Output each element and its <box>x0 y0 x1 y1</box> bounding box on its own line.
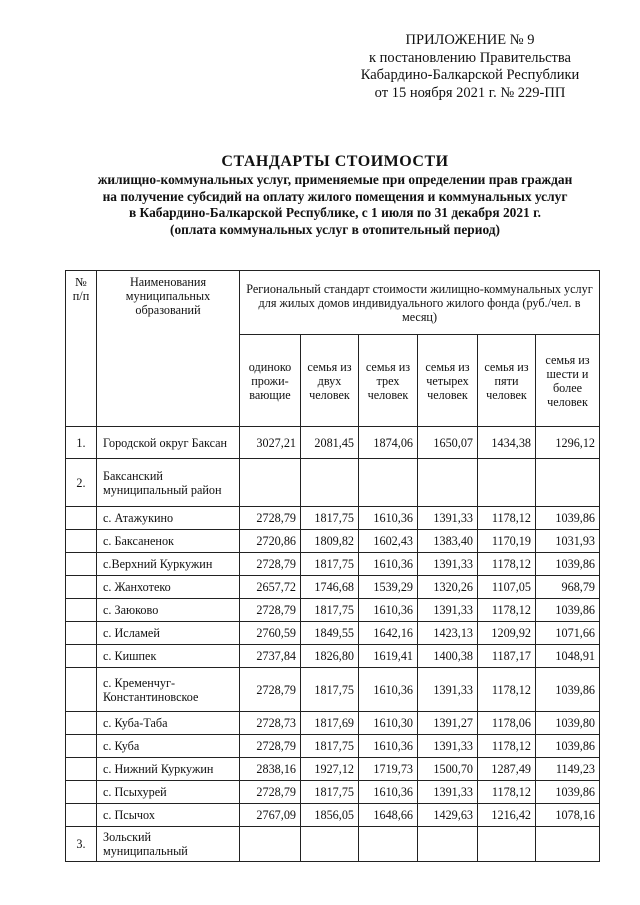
subheader-single: одиноко прожи-вающие <box>240 335 301 427</box>
row-number: 1. <box>66 427 97 459</box>
row-value-cell: 1039,86 <box>536 668 600 712</box>
table-body <box>66 427 600 862</box>
row-value-cell: 1178,12 <box>478 553 536 576</box>
col-header-municipality: Наименования муниципальных образований <box>97 271 240 427</box>
row-value-cell <box>301 827 359 862</box>
row-value-cell: 1039,86 <box>536 599 600 622</box>
table-row <box>66 507 600 530</box>
row-value-cell: 1178,12 <box>478 735 536 758</box>
table-row <box>66 804 600 827</box>
row-value-cell: 1187,17 <box>478 645 536 668</box>
row-municipality-name: с. Нижний Куркужин <box>97 758 240 781</box>
row-value-cell: 1619,41 <box>359 645 418 668</box>
row-value-cell: 1149,23 <box>536 758 600 781</box>
row-value-cell <box>478 459 536 507</box>
row-value-cell: 2657,72 <box>240 576 301 599</box>
row-value-cell: 1817,75 <box>301 781 359 804</box>
col-header-number: № п/п <box>66 271 97 427</box>
row-value-cell: 1400,38 <box>418 645 478 668</box>
row-value-cell: 1610,36 <box>359 553 418 576</box>
row-number <box>66 804 97 827</box>
row-number: 3. <box>66 827 97 862</box>
row-number <box>66 576 97 599</box>
row-number <box>66 758 97 781</box>
row-municipality-name: с. Заюково <box>97 599 240 622</box>
row-municipality-name: с. Куба <box>97 735 240 758</box>
table-row <box>66 668 600 712</box>
row-value-cell: 1826,80 <box>301 645 359 668</box>
row-value-cell: 2728,79 <box>240 507 301 530</box>
row-value-cell: 2728,79 <box>240 553 301 576</box>
row-municipality-name: с. Жанхотеко <box>97 576 240 599</box>
row-value-cell: 1178,12 <box>478 599 536 622</box>
row-value-cell: 2728,79 <box>240 735 301 758</box>
row-value-cell <box>478 827 536 862</box>
row-municipality-name: с. Кишпек <box>97 645 240 668</box>
row-value-cell: 1809,82 <box>301 530 359 553</box>
row-value-cell: 1610,36 <box>359 507 418 530</box>
row-value-cell: 1170,19 <box>478 530 536 553</box>
row-value-cell: 1423,13 <box>418 622 478 645</box>
row-value-cell: 1178,12 <box>478 668 536 712</box>
row-value-cell: 1650,07 <box>418 427 478 459</box>
row-value-cell: 968,79 <box>536 576 600 599</box>
row-value-cell: 1610,36 <box>359 668 418 712</box>
row-value-cell <box>359 827 418 862</box>
row-value-cell: 1071,66 <box>536 622 600 645</box>
standards-table <box>65 270 600 862</box>
row-value-cell: 1927,12 <box>301 758 359 781</box>
row-value-cell: 1107,05 <box>478 576 536 599</box>
table-row <box>66 459 600 507</box>
document-subtitle-line-2: на получение субсидий на оплату жилого помещения и коммунальных услуг <box>102 188 568 204</box>
document-subtitle-line-4: (оплата коммунальных услуг в отопительный период) <box>170 221 500 237</box>
row-value-cell: 1383,40 <box>418 530 478 553</box>
row-municipality-name: с. Псычох <box>97 804 240 827</box>
row-value-cell <box>418 827 478 862</box>
row-value-cell: 1500,70 <box>418 758 478 781</box>
row-municipality-name: Зольский муниципальный <box>97 827 240 862</box>
document-subtitle-line-3: в Кабардино-Балкарской Республике, с 1 июля по 31 декабря 2021 г. <box>128 205 542 220</box>
row-municipality-name: с. Куба-Таба <box>97 712 240 735</box>
row-value-cell: 1039,80 <box>536 712 600 735</box>
document-subtitle-line-1: жилищно-коммунальных услуг, применяемые при определении прав граждан <box>97 172 573 187</box>
row-municipality-name: с. Псыхурей <box>97 781 240 804</box>
row-value-cell: 1610,30 <box>359 712 418 735</box>
row-value-cell: 1178,06 <box>478 712 536 735</box>
row-value-cell: 1817,75 <box>301 599 359 622</box>
table-row <box>66 622 600 645</box>
row-value-cell: 2728,79 <box>240 599 301 622</box>
row-value-cell: 1178,12 <box>478 781 536 804</box>
table-row <box>66 712 600 735</box>
row-value-cell: 1039,86 <box>536 735 600 758</box>
row-value-cell: 1642,16 <box>359 622 418 645</box>
row-value-cell: 1078,16 <box>536 804 600 827</box>
row-value-cell: 2838,16 <box>240 758 301 781</box>
row-value-cell: 1296,12 <box>536 427 600 459</box>
row-municipality-name: с. Атажукино <box>97 507 240 530</box>
row-value-cell: 1746,68 <box>301 576 359 599</box>
row-value-cell: 1434,38 <box>478 427 536 459</box>
row-number <box>66 622 97 645</box>
row-value-cell: 1817,75 <box>301 507 359 530</box>
row-value-cell: 1610,36 <box>359 599 418 622</box>
row-value-cell: 1039,86 <box>536 781 600 804</box>
row-value-cell: 1391,33 <box>418 507 478 530</box>
row-value-cell: 1031,93 <box>536 530 600 553</box>
row-value-cell: 1719,73 <box>359 758 418 781</box>
row-value-cell: 1391,33 <box>418 599 478 622</box>
row-value-cell: 1602,43 <box>359 530 418 553</box>
table-row <box>66 735 600 758</box>
row-value-cell: 1817,69 <box>301 712 359 735</box>
subheader-family-3: семья из трех человек <box>359 335 418 427</box>
row-value-cell <box>536 827 600 862</box>
subheader-family-2: семья из двух человек <box>301 335 359 427</box>
row-value-cell: 1610,36 <box>359 781 418 804</box>
row-value-cell <box>359 459 418 507</box>
table-row <box>66 576 600 599</box>
row-value-cell: 1391,33 <box>418 553 478 576</box>
row-value-cell: 2728,79 <box>240 781 301 804</box>
table-row <box>66 599 600 622</box>
table-row <box>66 758 600 781</box>
row-value-cell <box>301 459 359 507</box>
row-number <box>66 712 97 735</box>
table-row <box>66 781 600 804</box>
row-number <box>66 735 97 758</box>
row-value-cell <box>418 459 478 507</box>
table-row <box>66 553 600 576</box>
row-number: 2. <box>66 459 97 507</box>
row-number <box>66 781 97 804</box>
table-row <box>66 530 600 553</box>
row-value-cell: 1209,92 <box>478 622 536 645</box>
row-value-cell: 2720,86 <box>240 530 301 553</box>
row-value-cell: 1539,29 <box>359 576 418 599</box>
table-row <box>66 827 600 862</box>
subheader-family-6-plus: семья из шести и более человек <box>536 335 600 427</box>
row-municipality-name: Баксанский муниципальный район <box>97 459 240 507</box>
appendix-date-line: от 15 ноября 2021 г. № 229-ПП <box>374 84 566 101</box>
row-value-cell: 1817,75 <box>301 668 359 712</box>
row-number <box>66 507 97 530</box>
row-value-cell: 2767,09 <box>240 804 301 827</box>
row-value-cell: 1648,66 <box>359 804 418 827</box>
row-value-cell: 1856,05 <box>301 804 359 827</box>
table-header-row <box>66 271 600 335</box>
row-value-cell: 1874,06 <box>359 427 418 459</box>
row-value-cell: 1320,26 <box>418 576 478 599</box>
row-value-cell: 1391,33 <box>418 735 478 758</box>
row-value-cell: 1287,49 <box>478 758 536 781</box>
document-title: СТАНДАРТЫ СТОИМОСТИ <box>221 153 449 170</box>
row-value-cell: 3027,21 <box>240 427 301 459</box>
row-municipality-name: с. Баксаненок <box>97 530 240 553</box>
row-municipality-name: с. Кременчуг-Константиновское <box>97 668 240 712</box>
row-value-cell: 2728,79 <box>240 668 301 712</box>
row-value-cell <box>536 459 600 507</box>
row-value-cell: 1849,55 <box>301 622 359 645</box>
row-value-cell: 1817,75 <box>301 553 359 576</box>
row-number <box>66 530 97 553</box>
subheader-family-5: семья из пяти человек <box>478 335 536 427</box>
row-value-cell: 1429,63 <box>418 804 478 827</box>
table-row <box>66 645 600 668</box>
row-municipality-name: с.Верхний Куркужин <box>97 553 240 576</box>
appendix-title: ПРИЛОЖЕНИЕ № 9 <box>405 32 535 48</box>
appendix-republic-line: Кабардино-Балкарской Республики <box>360 67 580 83</box>
row-value-cell: 1817,75 <box>301 735 359 758</box>
appendix-decree-line: к постановлению Правительства <box>369 49 571 66</box>
row-value-cell: 2737,84 <box>240 645 301 668</box>
row-municipality-name: с. Исламей <box>97 622 240 645</box>
row-municipality-name: Городской округ Баксан <box>97 427 240 459</box>
row-value-cell: 1216,42 <box>478 804 536 827</box>
appendix-header <box>320 32 620 102</box>
row-number <box>66 553 97 576</box>
row-value-cell <box>240 827 301 862</box>
row-number <box>66 599 97 622</box>
row-value-cell: 2081,45 <box>301 427 359 459</box>
row-number <box>66 645 97 668</box>
row-value-cell: 1048,91 <box>536 645 600 668</box>
table-row <box>66 427 600 459</box>
row-value-cell: 1610,36 <box>359 735 418 758</box>
row-value-cell: 2728,73 <box>240 712 301 735</box>
row-number <box>66 668 97 712</box>
row-value-cell: 1391,27 <box>418 712 478 735</box>
subheader-family-4: семья из четырех человек <box>418 335 478 427</box>
row-value-cell: 1178,12 <box>478 507 536 530</box>
row-value-cell: 2760,59 <box>240 622 301 645</box>
row-value-cell: 1039,86 <box>536 507 600 530</box>
row-value-cell <box>240 459 301 507</box>
col-header-regional-standard: Региональный стандарт стоимости жилищно-коммунальных услуг для жилых домов индивидуального жилого фонда (руб./чел. в месяц) <box>240 271 600 335</box>
row-value-cell: 1391,33 <box>418 781 478 804</box>
row-value-cell: 1039,86 <box>536 553 600 576</box>
row-value-cell: 1391,33 <box>418 668 478 712</box>
document-title-block <box>60 152 610 238</box>
